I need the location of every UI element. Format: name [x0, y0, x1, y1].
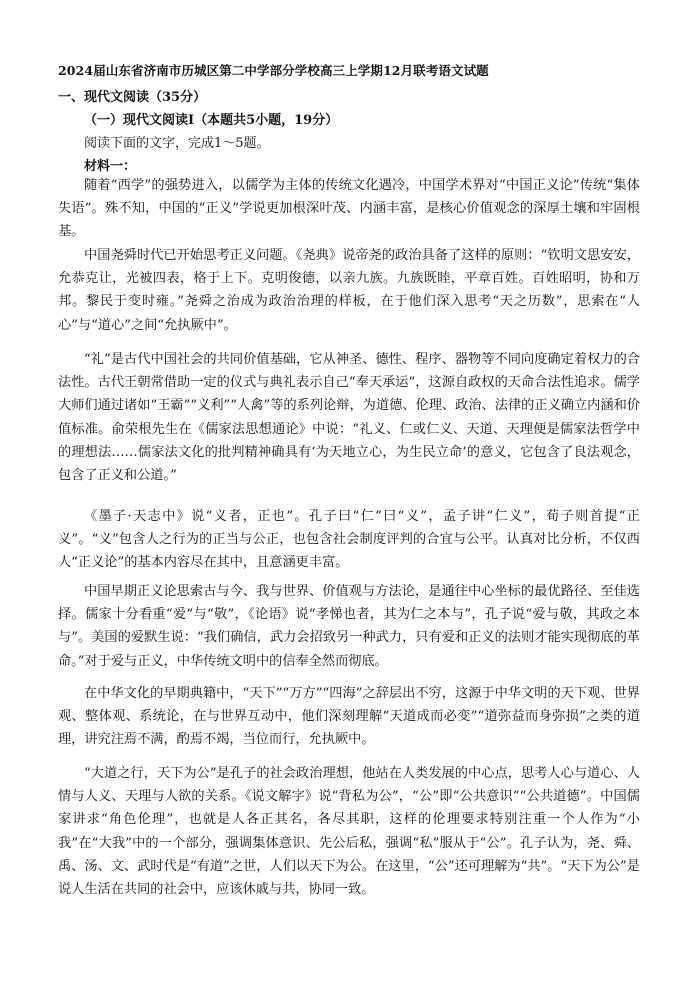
paragraph-7: “大道之行，天下为公”是孔子的社会政治理想，他站在人类发展的中心点，思考人心与道心、人情与人义、天理与人欲的关系。《说文解字》说“背私为公”，“公”即“公共意识”“公共道德”。中国儒家讲求“角色伦理”，也就是人各正其名，各尽其职，这样的伦理要求特别注重一个人作为“小我”在“大我”中的一个部分，强调集体意识、先公后私，强调“私”服从于“公”。孔子认为，尧、舜、禹、汤、文、武时代是“有道”之世，人们以天下为公。在这里，“公”还可理解为“共”。“天下为公”是说人生活在共同的社会中，应该休戚与共，协同一致。: [58, 766, 640, 898]
paragraph-6: 在中华文化的早期典籍中，“天下”“万方”“四海”之辞层出不穷，这源于中华文明的天下观、世界观、整体观、系统论，在与世界互动中，他们深刻理解“天道成而必变”“道弥益而身弥损”之类的道理，讲究注焉不满，酌焉不竭，当位而行，允执厥中。: [58, 686, 640, 748]
paragraph-1: 随着“西学”的强势进入，以儒学为主体的传统文化遇冷，中国学术界对“中国正义论”传统“集体失语”。殊不知，中国的“正义”学说更加根深叶茂、内涵丰富，是核心价值观念的深厚土壤和牢固根基。: [58, 178, 640, 240]
paragraph-4: 《墨子·天志中》说“义者，正也”。孔子曰“仁”曰“义”，孟子讲“仁义”，荀子则首提“正义”。“义”包含人之行为的正当与公正，也包含社会制度评判的合宜与公平。认真对比分析，不仅西人“正义论”的基本内容尽在其中，且意涵更丰富。: [58, 509, 640, 571]
subsection-heading: （一）现代文阅读Ⅰ（本题共5小题，19分）: [84, 113, 339, 128]
material-label: 材料一：: [84, 159, 137, 174]
paragraph-3: “礼”是古代中国社会的共同价值基础，它从神圣、德性、程序、器物等不同向度确定着权力的合法性。古代王朝常借助一定的仪式与典礼表示自己“奉天承运”，这源自政权的天命合法性追求。儒学大师们通过诸如“王霸”“义利”“人禽”等的系列论辩，为道德、伦理、政治、法律的正义确立内涵和价值标准。俞荣根先生在《儒家法思想通论》中说：“礼义、仁或仁义、天道、天理便是儒家法哲学中的理想法……儒家法文化的批判精神确具有‘为天地立心，为生民立命’的意义，它包含了良法观念，包含了正义和公道。”: [58, 352, 640, 484]
document-title: 2024届山东省济南市历城区第二中学部分学校高三上学期12月联考语文试题: [58, 63, 489, 78]
paragraph-5: 中国早期正义论思索古与今、我与世界、价值观与方法论，是通往中心坐标的最优路径、至佳选择。儒家十分看重“爱”与“敬”，《论语》说“孝悌也者，其为仁之本与”，孔子说“爱与敬，其政之本与”。美国的爱默生说：“我们确信，武力会招致另一种武力，只有爱和正义的法则才能实现彻底的革命。”对于爱与正义，中华传统文明中的信奉全然而彻底。: [58, 584, 640, 669]
section-heading: 一、现代文阅读（35分）: [58, 90, 207, 105]
paragraph-2: 中国尧舜时代已开始思考正义问题。《尧典》说帝尧的政治具备了这样的原则：“钦明文思安安，允恭克让，光被四表，格于上下。克明俊德，以亲九族。九族既睦，平章百姓。百姓昭明，协和万邦。黎民于变时雍。”尧舜之治成为政治治理的样板，在于他们深入思考“天之历数”，思索在“人心”与“道心”之间“允执厥中”。: [58, 248, 640, 333]
reading-instruction: 阅读下面的文字，完成1～5题。: [84, 136, 270, 151]
